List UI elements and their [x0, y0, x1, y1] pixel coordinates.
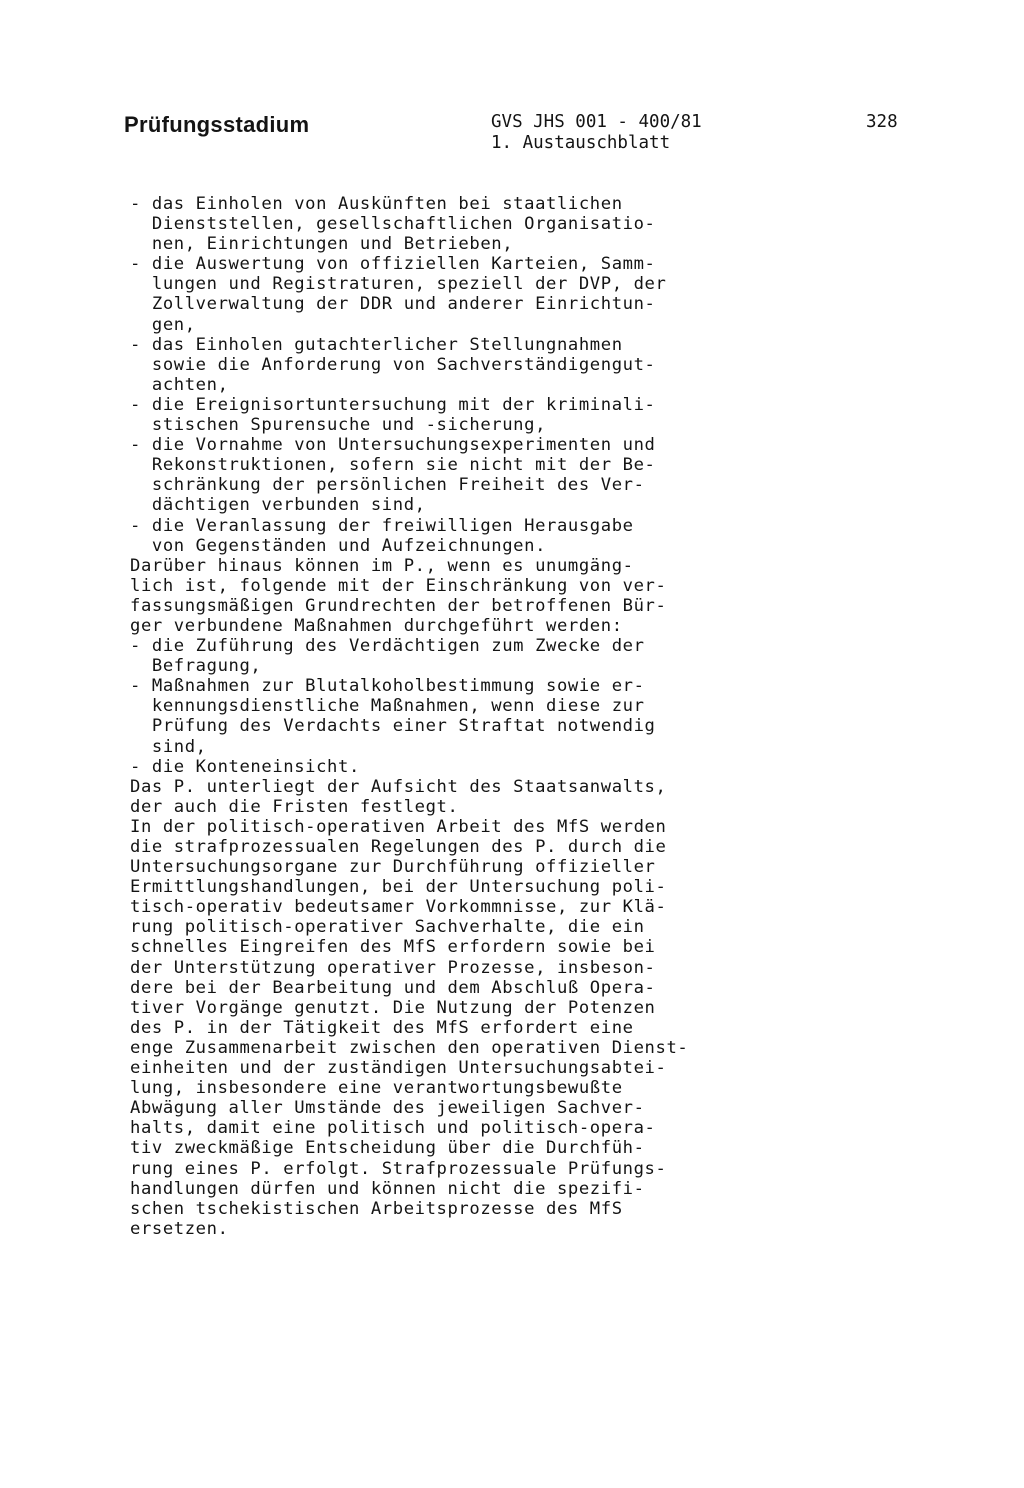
text-line: Abwägung aller Umstände des jeweiligen Sachver-	[130, 1098, 645, 1119]
text-line: lungen und Registraturen, speziell der DVP, der	[130, 274, 667, 295]
text-line: ersetzen.	[130, 1218, 229, 1239]
text-line: von Gegenständen und Aufzeichnungen.	[130, 535, 547, 556]
text-line: - das Einholen gutachterlicher Stellungnahmen	[130, 334, 623, 355]
body-text	[130, 194, 780, 1239]
text-line: nen, Einrichtungen und Betrieben,	[130, 234, 514, 255]
text-line: lich ist, folgende mit der Einschränkung von ver-	[130, 575, 667, 596]
text-line: - die Konteneinsicht.	[130, 756, 360, 777]
text-line: - die Ereignisortuntersuchung mit der kriminali-	[130, 394, 656, 415]
text-line: rung politisch-operativer Sachverhalte, die ein	[130, 917, 645, 938]
text-line: einheiten und der zuständigen Untersuchungsabtei-	[130, 1058, 667, 1079]
text-line: kennungsdienstliche Maßnahmen, wenn diese zur	[130, 696, 645, 717]
text-line: - die Auswertung von offiziellen Karteien, Samm-	[130, 254, 656, 275]
text-line: stischen Spurensuche und -sicherung,	[130, 415, 547, 436]
page-number: 328	[866, 112, 898, 132]
text-line: schen tschekistischen Arbeitsprozesse des MfS	[130, 1198, 623, 1219]
text-line: rung eines P. erfolgt. Strafprozessuale Prüfungs-	[130, 1158, 667, 1179]
text-line: Untersuchungsorgane zur Durchführung offizieller	[130, 857, 656, 878]
text-line: Ermittlungshandlungen, bei der Untersuchung poli-	[130, 877, 667, 898]
text-line: die strafprozessualen Regelungen des P. durch die	[130, 837, 667, 857]
text-line: Rekonstruktionen, sofern sie nicht mit der Be-	[130, 455, 656, 476]
text-line: gen,	[130, 314, 196, 335]
text-line: der auch die Fristen festlegt.	[130, 796, 459, 817]
text-line: fassungsmäßigen Grundrechten der betroffenen Bür-	[130, 595, 667, 616]
lexicon-keyword: Prüfungsstadium	[124, 112, 310, 137]
text-line: - die Veranlassung der freiwilligen Herausgabe	[130, 515, 634, 536]
text-line: sowie die Anforderung von Sachverständigengut-	[130, 354, 656, 375]
text-line: Darüber hinaus können im P., wenn es unumgäng-	[130, 555, 634, 576]
document-reference	[491, 112, 702, 154]
text-line: Das P. unterliegt der Aufsicht des Staatsanwalts,	[130, 776, 667, 797]
text-line: Dienststellen, gesellschaftlichen Organisatio-	[130, 214, 656, 235]
text-line: dere bei der Bearbeitung und dem Abschluß Opera-	[130, 977, 656, 998]
text-line: Zollverwaltung der DDR und anderer Einrichtun-	[130, 294, 656, 315]
text-line: lung, insbesondere eine verantwortungsbewußte	[130, 1078, 623, 1099]
text-line: handlungen dürfen und können nicht die spezifi-	[130, 1178, 645, 1199]
text-line: achten,	[130, 374, 229, 395]
text-line: des P. in der Tätigkeit des MfS erfordert eine	[130, 1017, 634, 1038]
text-line: tisch-operativ bedeutsamer Vorkommnisse, zur Klä-	[130, 897, 667, 918]
text-line: der Unterstützung operativer Prozesse, insbeson-	[130, 957, 656, 978]
text-line: schnelles Eingreifen des MfS erfordern sowie bei	[130, 937, 656, 958]
text-line: enge Zusammenarbeit zwischen den operativen Dienst-	[130, 1037, 689, 1058]
text-line: halts, damit eine politisch und politisch-opera-	[130, 1118, 656, 1139]
text-line: ger verbundene Maßnahmen durchgeführt werden:	[130, 615, 623, 636]
classification-number: GVS JHS 001 - 400/81	[491, 112, 702, 132]
text-line: sind,	[130, 736, 207, 757]
replacement-sheet-note: 1. Austauschblatt	[491, 133, 671, 153]
text-line: In der politisch-operativen Arbeit des MfS werden	[130, 816, 667, 837]
text-line: - Maßnahmen zur Blutalkoholbestimmung sowie er-	[130, 676, 645, 697]
text-line: Prüfung des Verdachts einer Straftat notwendig	[130, 716, 656, 737]
text-line: dächtigen verbunden sind,	[130, 495, 426, 516]
text-line: tiver Vorgänge genutzt. Die Nutzung der Potenzen	[130, 997, 656, 1018]
text-line: - die Zuführung des Verdächtigen zum Zwecke der	[130, 636, 645, 657]
text-line: Befragung,	[130, 656, 262, 677]
text-line: schränkung der persönlichen Freiheit des Ver-	[130, 475, 645, 496]
text-line: - das Einholen von Auskünften bei staatlichen	[130, 194, 623, 214]
text-line: tiv zweckmäßige Entscheidung über die Durchfüh-	[130, 1138, 645, 1159]
text-line: - die Vornahme von Untersuchungsexperimenten und	[130, 435, 656, 456]
